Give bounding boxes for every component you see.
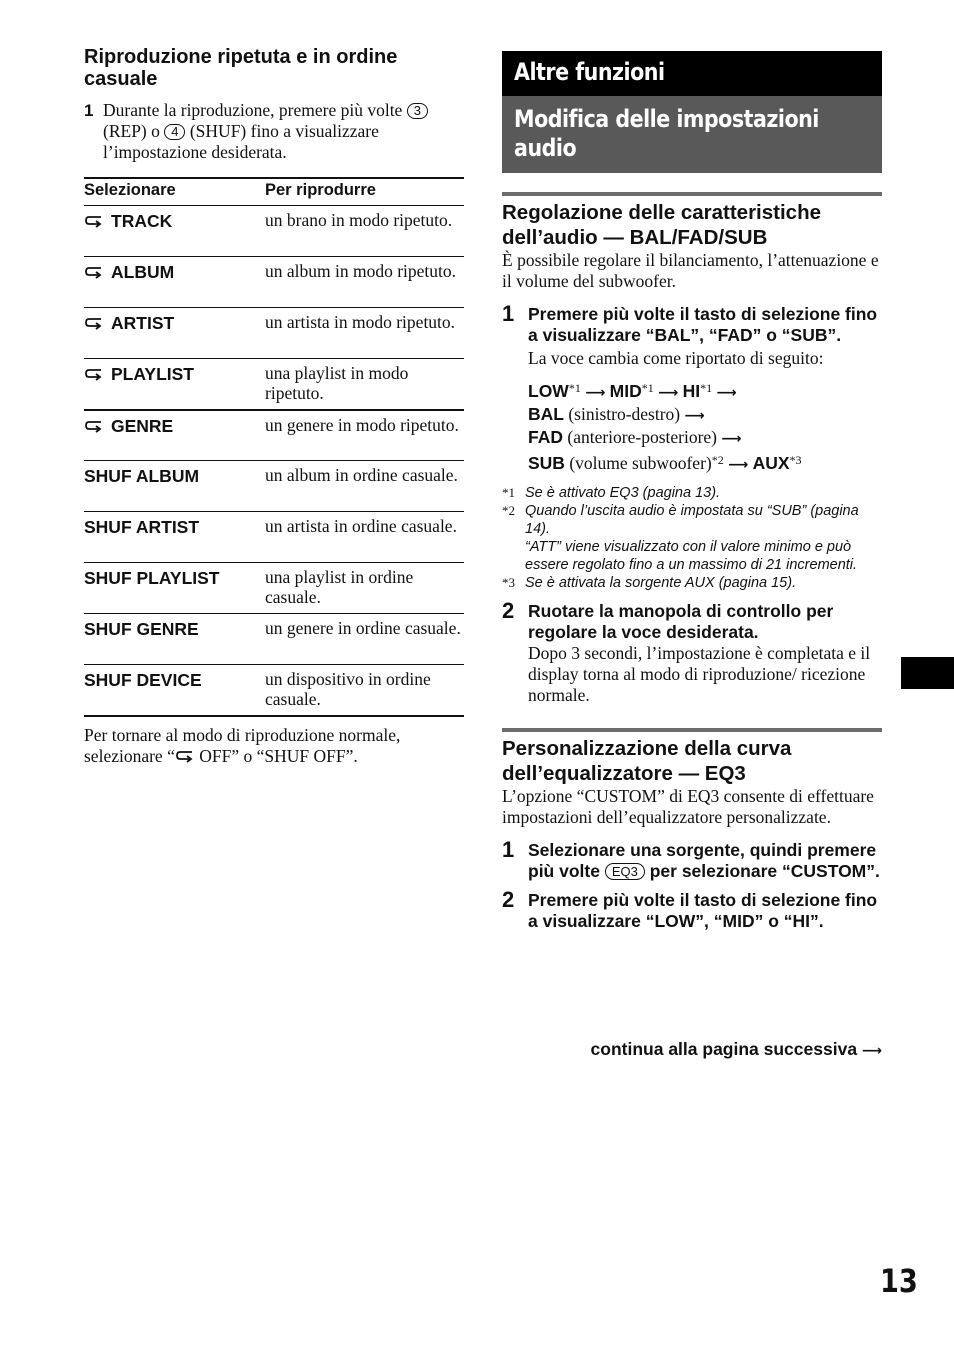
- table-row: [84, 614, 464, 665]
- footer-text-b: OFF” o “SHUF OFF”.: [194, 745, 358, 766]
- seq-hi: HI: [682, 381, 701, 401]
- step-number: 1: [502, 301, 515, 326]
- row-description: un artista in ordine casuale.: [265, 512, 464, 563]
- footnote-mark: *1: [502, 485, 515, 500]
- repeat-icon: [84, 214, 104, 228]
- row-select-label: TRACK: [111, 211, 173, 231]
- table-row: [84, 512, 464, 563]
- step-instruction: Premere più volte il tasto di selezione fino a visualizzare “BAL”, “FAD” o “SUB”.: [528, 304, 878, 345]
- row-select-label: SHUF GENRE: [84, 614, 265, 665]
- seq-sub-desc: (volume subwoofer): [569, 453, 712, 473]
- topic-banner: [502, 96, 882, 173]
- side-thumb-tab: [901, 657, 954, 689]
- left-column: [84, 46, 464, 767]
- arrow-right-icon: ⟶: [684, 408, 705, 424]
- step-instruction: Ruotare la manopola di controllo per regolare la voce desiderata.: [528, 601, 834, 642]
- row-description: un brano in modo ripetuto.: [265, 206, 464, 257]
- section-divider: [502, 728, 882, 732]
- row-description: un album in modo ripetuto.: [265, 257, 464, 308]
- footnote: [502, 484, 882, 502]
- section-divider: [502, 192, 882, 196]
- page-number: 13: [880, 1262, 918, 1300]
- row-description: un album in ordine casuale.: [265, 461, 464, 512]
- footnote-mark: *1: [568, 381, 581, 395]
- arrow-right-icon: ⟶: [658, 385, 679, 401]
- row-description: un genere in modo ripetuto.: [265, 410, 464, 461]
- row-select-label: SHUF DEVICE: [84, 665, 265, 716]
- row-description: una playlist in ordine casuale.: [265, 563, 464, 614]
- step-2: [502, 598, 882, 706]
- step-text-2: (REP) o: [103, 121, 160, 141]
- topic-title: Modifica delle impostazioni audio: [514, 105, 819, 162]
- seq-fad-desc: (anteriore-posteriore): [567, 427, 718, 447]
- repeat-icon: [84, 419, 104, 433]
- step-instruction: [528, 840, 882, 882]
- section-title-eq3: Personalizzazione della curva dell’equalizzatore — EQ3: [502, 737, 792, 785]
- row-description: un dispositivo in ordine casuale.: [265, 665, 464, 716]
- footnote: [502, 574, 882, 592]
- seq-fad: FAD: [528, 427, 563, 447]
- continued-next-page: [502, 1039, 882, 1060]
- step-number: 2: [502, 598, 515, 623]
- seq-sub: SUB: [528, 453, 565, 473]
- seq-bal-desc: (sinistro-destro): [568, 404, 681, 424]
- repeat-icon: [84, 367, 104, 381]
- row-select-label: ARTIST: [111, 313, 175, 333]
- row-select-label: GENRE: [111, 415, 174, 436]
- footnote-text: Se è attivata la sorgente AUX (pagina 15).: [525, 575, 797, 591]
- step-instruction: Premere più volte il tasto di selezione fino a visualizzare “LOW”, “MID” o “HI”.: [528, 890, 878, 931]
- footer-text-a: Per tornare al modo di riproduzione normale, selezionare “: [84, 724, 401, 766]
- row-select-label: PLAYLIST: [111, 364, 194, 384]
- step-text: Selezionare una sorgente, quindi premere più volte: [528, 840, 877, 881]
- table-row: [84, 257, 464, 308]
- row-select-label: SHUF PLAYLIST: [84, 563, 265, 614]
- arrow-right-icon: ⟶: [716, 385, 737, 401]
- table-header-select: Selezionare: [84, 178, 265, 206]
- row-description: una playlist in modo ripetuto.: [265, 359, 464, 410]
- mode-table: [84, 177, 464, 717]
- row-description: un genere in ordine casuale.: [265, 614, 464, 665]
- repeat-icon: [84, 316, 104, 330]
- step-1: [502, 301, 882, 476]
- sequence-line-3: [528, 427, 882, 450]
- row-select-label: SHUF ALBUM: [84, 461, 265, 512]
- key-4-shuf: 4: [164, 124, 185, 140]
- table-row: [84, 461, 464, 512]
- step-1: [84, 100, 464, 163]
- step-detail: La voce cambia come riportato di seguito:: [528, 348, 824, 368]
- step-text-1: Durante la riproduzione, premere più volte: [103, 100, 403, 120]
- repeat-off-note: [84, 725, 464, 767]
- sequence-line-1: [528, 378, 882, 404]
- continued-text: continua alla pagina successiva: [590, 1039, 858, 1059]
- arrow-right-icon: ⟶: [728, 457, 749, 473]
- seq-low: LOW: [528, 381, 569, 401]
- table-row: [84, 563, 464, 614]
- arrow-right-icon: ⟶: [721, 431, 742, 447]
- arrow-right-icon: ⟶: [585, 385, 606, 401]
- table-row: [84, 206, 464, 257]
- step-detail: Dopo 3 secondi, l’impostazione è completata e il display torna al modo di riproduzione/ ricezione normale.: [528, 643, 871, 705]
- table-row: [84, 665, 464, 716]
- sequence-line-4: [528, 450, 882, 476]
- key-3-rep: 3: [407, 103, 428, 119]
- step-number: 1: [84, 101, 94, 120]
- row-select-label: SHUF ARTIST: [84, 512, 265, 563]
- section-intro: È possibile regolare il bilanciamento, l’attenuazione e il volume del subwoofer.: [502, 250, 879, 291]
- settings-sequence: [528, 378, 882, 476]
- step-number: 1: [502, 837, 515, 862]
- repeat-icon: [84, 265, 104, 279]
- table-row: [84, 359, 464, 410]
- footnote-text: “ATT” viene visualizzato con il valore minimo e può essere regolato fino a un massimo di 21 incrementi.: [525, 539, 858, 573]
- footnote-mark: *2: [502, 503, 515, 518]
- footnote-text: Se è attivato EQ3 (pagina 13).: [525, 485, 721, 501]
- right-column: [502, 51, 882, 932]
- footnote-mark: *3: [789, 453, 802, 467]
- section-title-bal-fad-sub: Regolazione delle caratteristiche dell’audio — BAL/FAD/SUB: [502, 201, 822, 249]
- seq-bal: BAL: [528, 404, 564, 424]
- footnote: [502, 502, 882, 574]
- repeat-icon: [175, 749, 195, 763]
- footnote-mark: *3: [502, 575, 515, 590]
- table-row: [84, 410, 464, 461]
- row-select-label: ALBUM: [111, 262, 175, 282]
- section-intro: L’opzione “CUSTOM” di EQ3 consente di effettuare impostazioni dell’equalizzatore personalizzate.: [502, 786, 874, 827]
- sequence-line-2: [528, 404, 882, 427]
- footnote-mark: *1: [641, 381, 654, 395]
- chapter-banner: [502, 51, 882, 96]
- seq-mid: MID: [609, 381, 642, 401]
- footnote-text: Quando l’uscita audio è impostata su “SUB” (pagina 14).: [525, 503, 859, 537]
- footnote-mark: *2: [711, 453, 724, 467]
- step-1: [502, 837, 882, 882]
- section-title-repeat-shuffle: Riproduzione ripetuta e in ordine casuale: [84, 46, 398, 90]
- table-header-play: Per riprodurre: [265, 178, 464, 206]
- step-text: per selezionare “CUSTOM”.: [649, 861, 880, 881]
- footnotes: [502, 484, 882, 592]
- arrow-right-icon: ⟶: [861, 1043, 882, 1059]
- footnote-mark: *1: [700, 381, 713, 395]
- step-number: 2: [502, 887, 515, 912]
- table-row: [84, 308, 464, 359]
- step-2: [502, 887, 882, 932]
- key-eq3: EQ3: [605, 863, 645, 880]
- step-text-3: (SHUF) fino a visualizzare l’impostazione desiderata.: [103, 121, 379, 162]
- chapter-title: Altre funzioni: [514, 58, 665, 86]
- row-description: un artista in modo ripetuto.: [265, 308, 464, 359]
- seq-aux: AUX: [752, 453, 790, 473]
